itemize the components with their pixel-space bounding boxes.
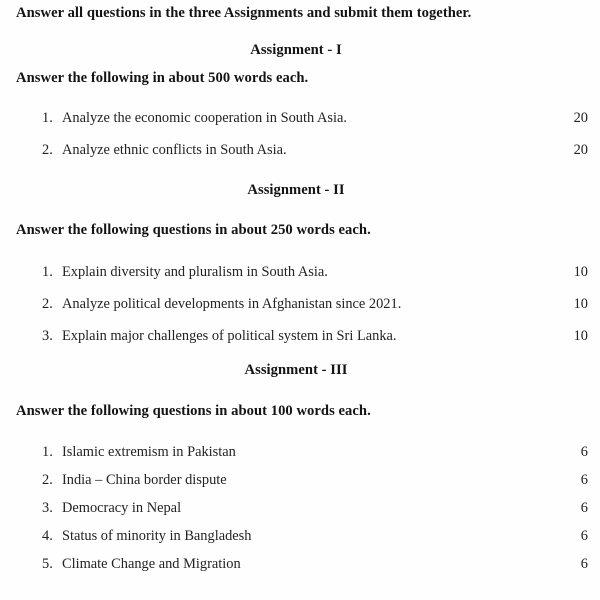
question-marks: 10 [573,328,588,344]
assignment-2-title: Assignment - II [247,182,345,198]
assignment-2-question-list [0,264,600,360]
assignment-1-heading-block [0,42,600,59]
question-row [0,500,600,528]
question-number: 2. [42,472,53,488]
question-number: 3. [42,500,53,516]
assignment-3-title: Assignment - III [244,362,348,378]
assignment-3-instruction-block [0,403,600,420]
question-number: 4. [42,528,53,544]
question-row [0,142,600,174]
question-marks: 6 [580,444,588,460]
question-marks: 6 [580,556,588,572]
intro-instruction-block [0,5,600,22]
question-number: 2. [42,142,53,158]
assignment-1-title: Assignment - I [250,42,342,58]
question-text: Democracy in Nepal [62,500,182,516]
question-row [0,296,600,328]
question-marks: 20 [573,110,588,126]
question-list [0,264,600,360]
question-text: Analyze political developments in Afghanistan since 2021. [62,296,402,312]
question-text: Analyze ethnic conflicts in South Asia. [62,142,287,158]
question-list [0,110,600,174]
assignment-1-question-list [0,110,600,174]
question-number: 1. [42,110,53,126]
assignment-2-instruction-block [0,222,600,239]
question-number: 1. [42,444,53,460]
question-list [0,444,600,584]
assignment-2-heading-block [0,182,600,199]
question-row [0,264,600,296]
question-text: Analyze the economic cooperation in South Asia. [62,110,347,126]
question-marks: 10 [573,264,588,280]
assignment-2-instruction-text: Answer the following questions in about 250 words each. [16,222,371,238]
assignment-3-question-list [0,444,600,584]
question-marks: 20 [573,142,588,158]
question-marks: 6 [580,528,588,544]
question-row [0,556,600,584]
question-text: Explain diversity and pluralism in South Asia. [62,264,328,280]
question-marks: 6 [580,472,588,488]
intro-instruction-text: Answer all questions in the three Assignments and submit them together. [16,5,472,21]
question-marks: 6 [580,500,588,516]
question-text: Islamic extremism in Pakistan [62,444,236,460]
question-row [0,110,600,142]
question-row [0,328,600,360]
question-text: Explain major challenges of political system in Sri Lanka. [62,328,397,344]
assignment-3-instruction-text: Answer the following questions in about 100 words each. [16,403,371,419]
question-row [0,444,600,472]
question-text: Status of minority in Bangladesh [62,528,252,544]
question-number: 1. [42,264,53,280]
assignment-1-instruction-text: Answer the following in about 500 words each. [16,70,309,86]
question-marks: 10 [573,296,588,312]
question-text: Climate Change and Migration [62,556,241,572]
assignment-1-instruction-block [0,70,600,87]
question-number: 3. [42,328,53,344]
question-text: India – China border dispute [62,472,227,488]
question-number: 5. [42,556,53,572]
assignment-3-heading-block [0,362,600,379]
question-row [0,528,600,556]
question-number: 2. [42,296,53,312]
question-row [0,472,600,500]
